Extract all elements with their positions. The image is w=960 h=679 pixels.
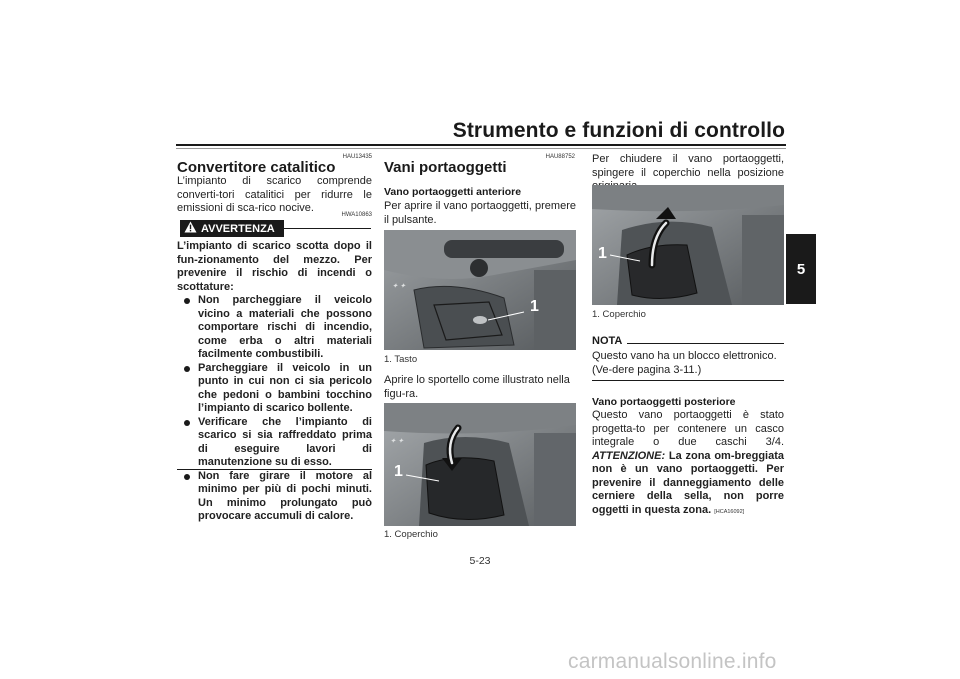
attention-label: ATTENZIONE: [592,449,666,462]
section-heading-catalytic: Convertitore catalitico [177,159,336,176]
photo-front-lid-close [592,185,784,305]
chapter-tab[interactable]: 5 [786,234,816,304]
front-open-text: Per aprire il vano portaoggetti, premere il pulsante. [384,200,576,226]
warning-label: AVVERTENZA [201,222,275,235]
attention-code: [HCA16092] [714,508,745,515]
page-header-title: Strumento e funzioni di controllo [452,119,785,142]
warning-triangle-icon [184,221,197,236]
section-heading-storage: Vani portaoggetti [384,159,507,176]
list-item: Non fare girare il motore al minimo per più di pochi minuti. Un minimo prolungato può provocare accumuli di calore. [177,470,372,524]
warning-label-box [180,220,284,237]
list-item: Non parcheggiare il veicolo vicino a materiali che possono comportare rischi di incendio, come erba o altri materiali facilmente combustibili. [177,294,372,362]
note-end-rule [592,380,784,381]
reference-code: HAU88752 [545,154,575,160]
front-open-instruction: Aprire lo sportello come illustrato nella figu-ra. [384,374,570,400]
reference-code: HAU13435 [342,154,372,160]
page-number: 5-23 [469,555,491,567]
callout-number: 1 [394,463,403,480]
rear-storage-description: Questo vano portaoggetti è stato progetta-to per contenere un casco integrale o due caschi 3/4. [592,409,784,448]
note-text: Questo vano ha un blocco elettronico. (Ve-dere pagina 3-11.) [592,350,777,376]
photo-front-button [384,230,576,350]
list-item: Verificare che l’impianto di scarico si sia raffreddato prima di eseguire lavori di manutenzione su di esso. [177,416,372,470]
sub-heading-front: Vano portaoggetti anteriore [384,186,522,198]
note-label: NOTA [592,335,623,347]
header-rule [176,144,786,146]
callout-number: 1 [598,245,607,262]
list-item: Parcheggiare il veicolo in un punto in cui non ci sia pericolo che pedoni o bambini tocchino l’impianto di scarico bollente. [177,362,372,416]
photo-front-lid-close-illustration [592,185,784,305]
callout-number: 1 [530,298,539,315]
warning-code: HWA10863 [341,212,372,218]
svg-text:✦ ✦: ✦ ✦ [390,438,404,445]
sub-heading-rear: Vano portaoggetti posteriore [592,396,736,408]
watermark: carmanualsonline.info [568,650,777,673]
note-rule [627,343,784,344]
warning-bullet-list [177,294,372,524]
close-instruction: Per chiudere il vano portaoggetti, spingere il coperchio nella posizione [592,153,784,179]
warning-end-rule [177,469,372,470]
attention-text: La zona om-breggiata non è un vano portaoggetti. Per prevenire il danneggiamento delle cerniere della sella, non porre oggetti in questa zona. [592,449,784,516]
catalytic-intro: L’impianto di scarico comprende converti-tori catalitici per ridurre le emissioni di sca-rico nocive. [177,175,372,214]
rear-storage-text [592,409,784,519]
photo-front-lid-open-illustration [384,403,576,526]
caption-button: 1. Tasto [384,354,418,365]
warning-rule [284,228,371,229]
caption-lid: 1. Coperchio [384,529,438,540]
photo-front-lid-open [384,403,576,526]
warning-block [177,240,372,524]
warning-text: L’impianto di scarico scotta dopo il fun-zionamento del mezzo. Per prevenire il rischio di incendi o scottature: [177,240,372,293]
photo-front-button-illustration [384,230,576,350]
svg-text:✦ ✦: ✦ ✦ [392,283,406,290]
caption-lid-close: 1. Coperchio [592,309,646,320]
header-rule-thin [176,148,786,149]
